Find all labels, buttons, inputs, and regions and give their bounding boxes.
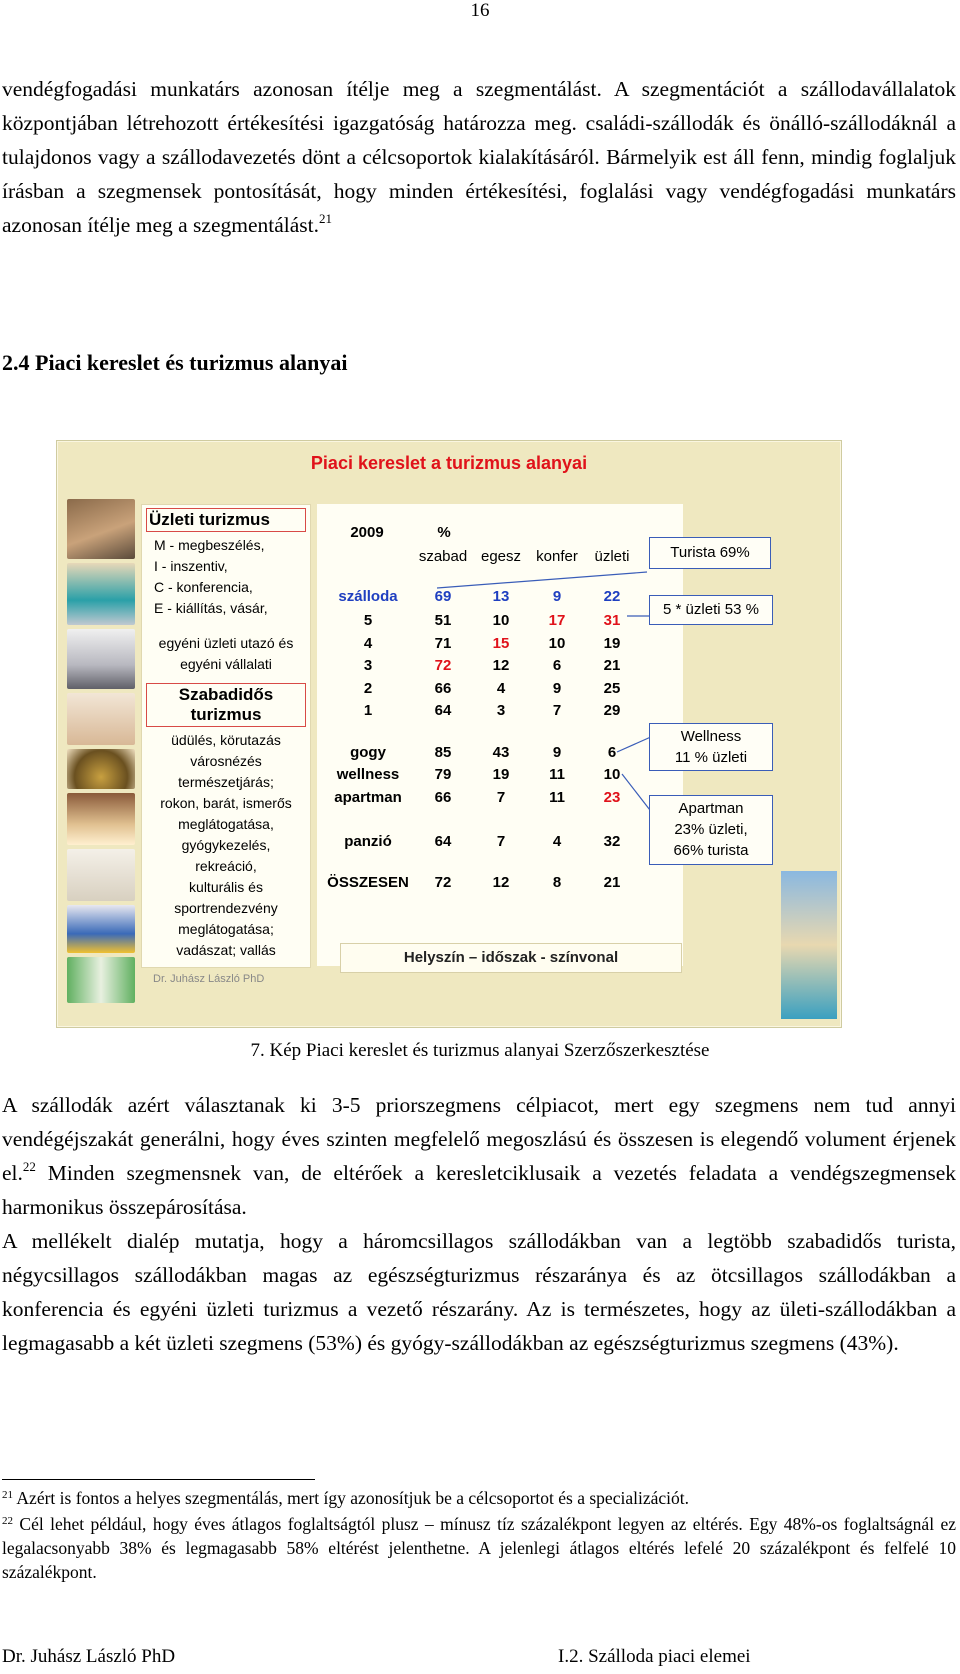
business-line: I - inszentiv, xyxy=(154,558,228,574)
connector-lines xyxy=(317,504,683,966)
row-label: 2 xyxy=(363,680,373,697)
table-cell: 7 xyxy=(496,833,506,850)
leisure-line: vadászat; vallás xyxy=(176,942,276,958)
table-cell: 25 xyxy=(603,680,621,697)
leisure-line: meglátogatása; xyxy=(178,921,274,937)
traveler-photo xyxy=(67,629,135,689)
row-label: 3 xyxy=(363,657,373,674)
table-cell: 21 xyxy=(603,657,621,674)
leisure-line: rekreáció, xyxy=(195,858,257,874)
callout-apartman xyxy=(649,795,773,865)
table-cell: 17 xyxy=(548,612,566,629)
hotel-building-photo xyxy=(67,499,135,559)
table-cell: 71 xyxy=(434,635,452,652)
cleaning-cart-photo xyxy=(67,905,135,953)
table-cell: 23 xyxy=(603,789,621,806)
leisure-line: kulturális és xyxy=(189,879,263,895)
footnote-ref-22[interactable]: 22 xyxy=(22,1159,36,1174)
table-cell: 6 xyxy=(607,744,617,761)
bell-photo xyxy=(67,749,135,789)
leisure-line: rokon, barát, ismerős xyxy=(160,795,292,811)
footnote-number: 21 xyxy=(2,1489,13,1501)
table-cell: 69 xyxy=(434,588,452,605)
footnote-divider xyxy=(2,1479,315,1480)
leisure-line: meglátogatása, xyxy=(178,816,274,832)
tourism-types-panel xyxy=(141,504,311,968)
table-cell: 10 xyxy=(548,635,566,652)
row-label: ÖSSZESEN xyxy=(327,874,409,891)
table-cell: 3 xyxy=(496,702,506,719)
column-header: szabad xyxy=(418,548,468,565)
hotel-room-photo xyxy=(67,793,135,845)
footnote-ref-21[interactable]: 21 xyxy=(319,211,332,226)
table-cell: 10 xyxy=(492,612,510,629)
table-cell: 11 xyxy=(549,766,565,783)
pool-resort-photo xyxy=(781,871,837,1019)
table-cell: 10 xyxy=(603,766,621,783)
leisure-line: sportrendezvény xyxy=(174,900,278,916)
table-cell: 43 xyxy=(492,744,510,761)
table-cell: 4 xyxy=(552,833,562,850)
section-heading: 2.4 Piaci kereslet és turizmus alanyai xyxy=(2,350,348,375)
column-header: egesz xyxy=(480,548,522,565)
leisure-line: gyógykezelés, xyxy=(181,837,271,853)
footer-chapter: I.2. Szálloda piaci elemei xyxy=(558,1646,751,1667)
housekeeping-photo xyxy=(67,849,135,901)
table-cell: 12 xyxy=(492,874,510,891)
leisure-tourism-heading: Szabadidős turizmus xyxy=(146,683,306,727)
table-cell: 19 xyxy=(492,766,510,783)
column-header: konfer xyxy=(536,548,578,565)
body-paragraph-3: A mellékelt dialép mutatja, hogy a háromcsillagos szállodákban van a legtöbb szabadidős turista, négycsillagos szállodákban magas az egészségturizmus részaránya és az ötcsillagos szállodákban a konferencia és egyéni üzleti turizmus a vezető részarány. Az is természetes, hogy az ületi-szállodákban a legmagasabb a két üzleti szegmens (53%) és gyógy-szállodákban az egészségturizmus szegmens (43%). xyxy=(2,1229,956,1355)
figure-caption: 7. Kép Piaci kereslet és turizmus alanyai Szerzőszerkesztése xyxy=(250,1040,710,1061)
individual-line: egyéni vállalati xyxy=(180,656,272,672)
table-cell: 79 xyxy=(434,766,452,783)
leisure-line: természetjárás; xyxy=(178,774,274,790)
table-cell: 66 xyxy=(434,680,452,697)
footnote-text: Cél lehet például, hogy éves átlagos foglaltságtól plusz – mínusz tíz százalékpont legyen az eltérés. Egy 48%-os foglaltságnál ez legalacsonyabb 38% és legmagasabb 58% eltérést jelenthetne. A jelenlegi átlagos eltérés lefelé 20 százalékpont és felfelé 10 százalékpont. xyxy=(2,1514,957,1582)
row-label: 1 xyxy=(363,702,373,719)
table-cell: 22 xyxy=(603,588,621,605)
leisure-line: üdülés, körutazás xyxy=(171,732,281,748)
table-cell: 66 xyxy=(434,789,452,806)
table-cell: 11 xyxy=(549,789,565,806)
table-cell: 31 xyxy=(603,612,621,629)
callout-line: 66% turista xyxy=(673,842,749,859)
callout-line: Apartman xyxy=(678,800,744,817)
leisure-line: városnézés xyxy=(190,753,262,769)
callout-line: 11 % üzleti xyxy=(674,749,748,766)
row-label: szálloda xyxy=(338,588,398,605)
footnote-text: Azért is fontos a helyes szegmentálás, mert így azonosítjuk be a célcsoportot és a specializációt. xyxy=(16,1488,689,1508)
body-paragraph-1 xyxy=(2,72,956,242)
callout-line: 23% üzleti, xyxy=(674,821,748,838)
business-line: M - megbeszélés, xyxy=(154,537,265,553)
footer-author: Dr. Juhász László PhD xyxy=(2,1646,176,1667)
products-photo xyxy=(67,957,135,1003)
column-header: üzleti xyxy=(594,548,630,565)
table-cell: 6 xyxy=(552,657,562,674)
table-cell: 7 xyxy=(552,702,562,719)
table-cell: 9 xyxy=(552,744,562,761)
table-cell: 8 xyxy=(552,874,562,891)
table-cell: 29 xyxy=(603,702,621,719)
reception-photo xyxy=(67,563,135,625)
callout-turista: Turista 69% xyxy=(649,537,771,569)
row-label: apartman xyxy=(334,789,402,806)
table-cell: 7 xyxy=(496,789,506,806)
figure-title: Piaci kereslet a turizmus alanyai xyxy=(310,453,588,473)
table-cell: 13 xyxy=(492,588,510,605)
footnote-21 xyxy=(2,1486,956,1510)
demand-table xyxy=(317,504,683,966)
page-number: 16 xyxy=(470,0,490,21)
body-paragraph-2 xyxy=(2,1088,956,1224)
table-cell: 21 xyxy=(603,874,621,891)
paragraph-text: vendégfogadási munkatárs azonosan ítélje meg a szegmentálást. A szegmentációt a szállodavállalatok központjában létrehozott értékesítési igazgatóság határozza meg. családi-szállodák és önálló-szállodáknál a tulajdonos vagy a szállodavezetés dönt a célcsoportok kialakításáról. Bármelyik est áll fenn, mindig foglaljuk írásban a szegmensek pontosítását, hogy minden értékesítési, foglalási vagy vendégfogadási munkatárs azonosan ítélje meg a szegmentálást. xyxy=(2,77,956,237)
callout-wellness xyxy=(649,723,773,771)
table-cell: 9 xyxy=(552,588,562,605)
figure-image xyxy=(56,440,842,1028)
row-label: gogy xyxy=(350,744,386,761)
row-label: wellness xyxy=(336,766,400,783)
table-percent: % xyxy=(437,524,451,541)
row-label: 4 xyxy=(363,635,373,652)
table-cell: 9 xyxy=(552,680,562,697)
table-cell: 85 xyxy=(434,744,452,761)
figure-author-signature: Dr. Juhász László PhD xyxy=(153,973,265,985)
table-cell: 72 xyxy=(434,657,452,674)
paragraph-text: A szállodák azért választanak ki 3-5 priorszegmens célpiacot, mert egy szegmens nem tud annyi vendégéjszakát generálni, hogy éves szinten megfelelő megoszlású és összesen is elegendő volument érjenek el. xyxy=(2,1093,956,1185)
table-cell: 12 xyxy=(492,657,510,674)
footnote-22 xyxy=(2,1512,956,1584)
business-line: C - konferencia, xyxy=(154,579,253,595)
table-year: 2009 xyxy=(350,524,384,541)
figure-bottom-label: Helyszín – időszak - színvonal xyxy=(340,943,682,973)
table-cell: 4 xyxy=(496,680,506,697)
row-label: 5 xyxy=(363,612,373,629)
table-cell: 72 xyxy=(434,874,452,891)
callout-business: 5 * üzleti 53 % xyxy=(649,595,773,625)
table-cell: 15 xyxy=(492,635,510,652)
business-line: E - kiállítás, vásár, xyxy=(154,600,268,616)
footnote-number: 22 xyxy=(2,1515,13,1527)
table-cell: 32 xyxy=(603,833,621,850)
table-cell: 64 xyxy=(434,702,452,719)
table-cell: 64 xyxy=(434,833,452,850)
table-cell: 19 xyxy=(603,635,621,652)
paragraph-text: Minden szegmensnek van, de eltérőek a keresletciklusaik a vezetés feladata a vendégszegmensek harmonikus összepárosítása. xyxy=(2,1161,956,1219)
table-cell: 51 xyxy=(434,612,452,629)
row-label: panzió xyxy=(344,833,392,850)
handshake-photo xyxy=(67,693,135,745)
business-tourism-heading: Üzleti turizmus xyxy=(146,508,306,532)
callout-line: Wellness xyxy=(680,728,742,745)
individual-line: egyéni üzleti utazó és xyxy=(158,635,294,651)
